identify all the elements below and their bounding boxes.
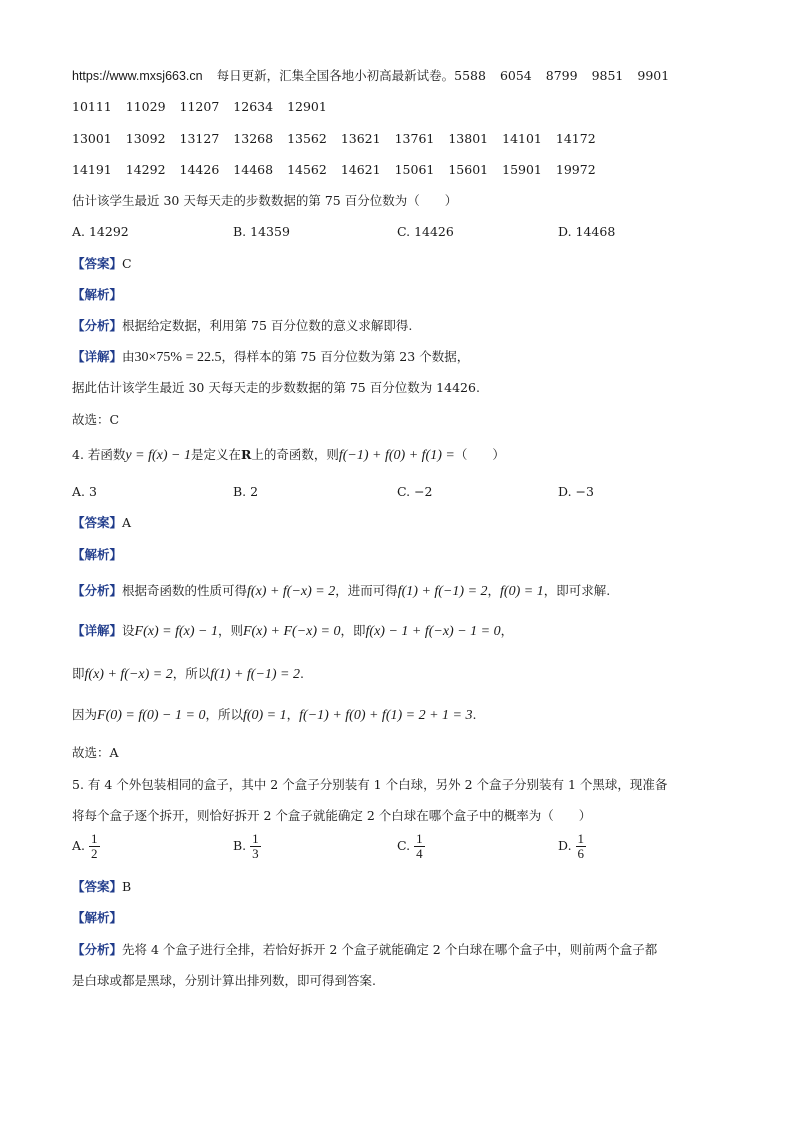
q5-option-c: C. $\frac{1}{4}$ — [397, 831, 423, 861]
q4-option-a: A. 3 — [72, 484, 97, 499]
q4-question: 4. 若函数y = f(x) − 1是定义在R上的奇函数，则f(−1) + f(0) + f(1) =（ ） — [72, 447, 505, 463]
q3-detail: 【详解】由30×75% = 22.5，得样本的第 75 百分位数为第 23 个数据， — [72, 349, 470, 365]
q3-option-c: C. 14426 — [397, 224, 454, 239]
data-row-3: 14191 14292 14426 14468 14562 14621 15061 15601 15901 19972 — [72, 162, 596, 177]
q3-question: 估计该学生最近 30 天每天走的步数数据的第 75 百分位数为（ ） — [72, 193, 458, 208]
q4-choose: 故选：A — [72, 745, 119, 760]
q4-fenxi: 【分析】根据奇函数的性质可得f(x) + f(−x) = 2，进而可得f(1) + f(−1) = 2，f(0) = 1，即可求解. — [72, 583, 611, 599]
q5-question-line-2: 将每个盒子逐个拆开，则恰好拆开 2 个盒子就能确定 2 个白球在哪个盒子中的概率为（ ） — [72, 808, 592, 823]
q5-analysis-label: 【解析】 — [72, 910, 123, 925]
q3-option-d: D. 14468 — [558, 224, 616, 239]
site-slogan: 每日更新，汇集全国各地小初高最新试卷。 — [216, 68, 455, 83]
data-row-0: 5588 6054 8799 9851 9901 — [454, 68, 670, 83]
q4-analysis-label: 【解析】 — [72, 547, 123, 562]
q5-option-a: A. $\frac{1}{2}$ — [72, 831, 98, 861]
q3-detail-2: 据此估计该学生最近 30 天每天走的步数数据的第 75 百分位数为 14426. — [72, 380, 480, 395]
q4-detail-1: 【详解】设F(x) = f(x) − 1，则F(x) + F(−x) = 0，即f(x) − 1 + f(−x) − 1 = 0， — [72, 623, 514, 639]
q3-analysis-label: 【解析】 — [72, 287, 123, 302]
q4-option-c: C. −2 — [397, 484, 433, 499]
q3-option-b: B. 14359 — [233, 224, 290, 239]
data-row-1: 10111 11029 11207 12634 12901 — [72, 99, 327, 114]
site-url[interactable]: https://www.mxsj663.cn — [72, 69, 203, 83]
q4-answer: 【答案】A — [72, 515, 132, 530]
q5-fenxi-line-1: 【分析】先将 4 个盒子进行全排，若恰好拆开 2 个盒子就能确定 2 个白球在哪个盒子中，则前两个盒子都 — [72, 942, 658, 957]
q4-option-b: B. 2 — [233, 484, 259, 499]
header-line — [72, 66, 683, 86]
q5-option-d: D. $\frac{1}{6}$ — [558, 831, 585, 861]
q5-answer: 【答案】B — [72, 879, 132, 894]
q4-detail-3: 因为F(0) = f(0) − 1 = 0，所以f(0) = 1，f(−1) + f(0) + f(1) = 2 + 1 = 3. — [72, 707, 477, 723]
q3-fenxi: 【分析】根据给定数据，利用第 75 百分位数的意义求解即得. — [72, 318, 413, 333]
q5-question-line-1: 5. 有 4 个外包装相同的盒子，其中 2 个盒子分别装有 1 个白球，另外 2 个盒子分别装有 1 个黑球，现准备 — [72, 777, 668, 792]
q3-choose: 故选：C — [72, 412, 120, 427]
q3-answer: 【答案】C — [72, 256, 132, 271]
q4-option-d: D. −3 — [558, 484, 594, 499]
q5-option-b: B. $\frac{1}{3}$ — [233, 831, 259, 861]
q5-fenxi-line-2: 是白球或都是黑球，分别计算出排列数，即可得到答案. — [72, 973, 376, 988]
data-row-2: 13001 13092 13127 13268 13562 13621 13761 13801 14101 14172 — [72, 131, 596, 146]
q3-option-a: A. 14292 — [72, 224, 129, 239]
q4-detail-2: 即f(x) + f(−x) = 2，所以f(1) + f(−1) = 2. — [72, 666, 304, 682]
